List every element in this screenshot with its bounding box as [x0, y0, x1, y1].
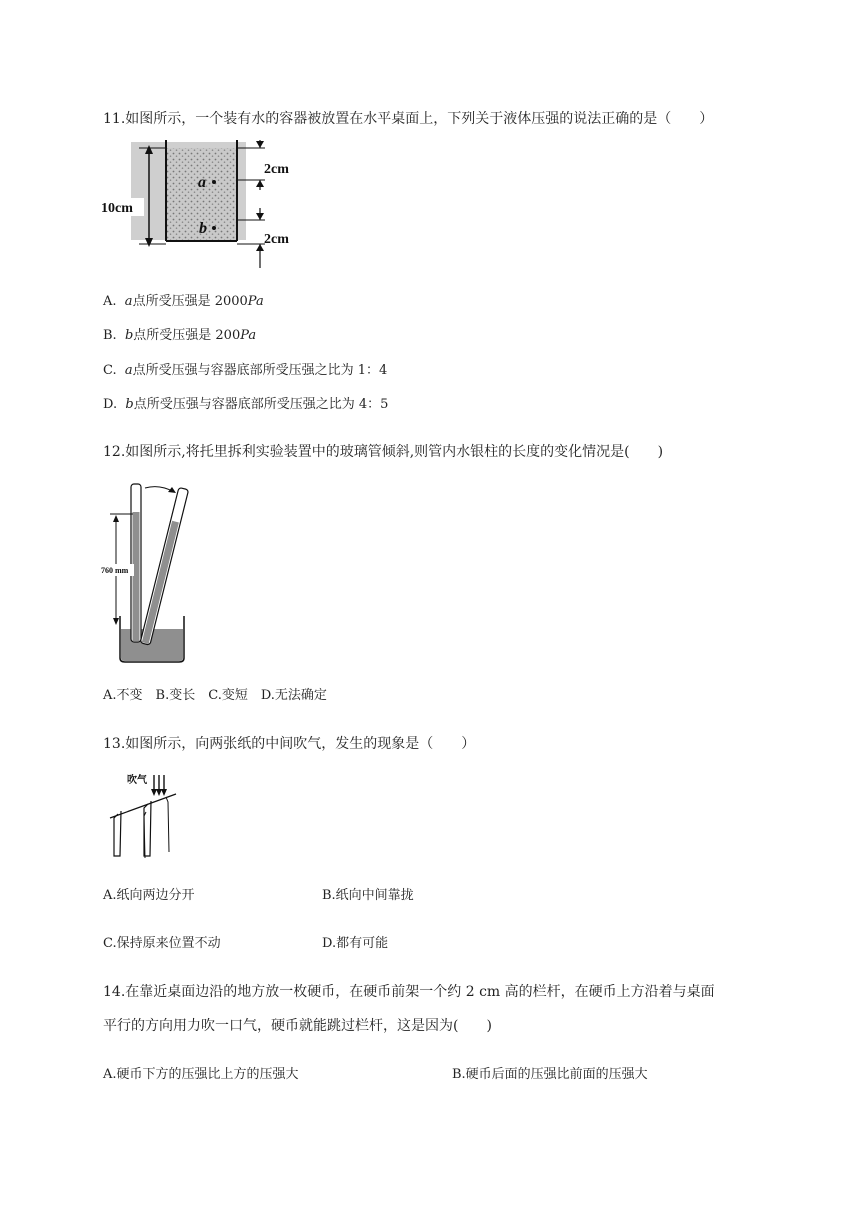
q14-option-a: A.硬币下方的压强比上方的压强大 — [103, 1067, 299, 1082]
point-a-dot — [212, 180, 216, 184]
point-b-label: b — [199, 220, 207, 237]
q12-options: A.不变 B.变长 C.变短 D.无法确定 — [103, 688, 327, 703]
q13-option-b: B.纸向中间靠拢 — [322, 888, 414, 903]
q13-stem: 13.如图所示，向两张纸的中间吹气，发生的现象是（ ） — [103, 736, 476, 752]
q13-option-c: C.保持原来位置不动 — [103, 936, 221, 951]
q13-paper-figure — [106, 772, 186, 866]
q13-option-d: D.都有可能 — [322, 936, 389, 951]
q11-option-b: B. b点所受压强是 200Pa — [103, 328, 257, 343]
q14-stem-line1: 14.在靠近桌面边沿的地方放一枚硬币，在硬币前架一个约 2 cm 高的栏杆，在硬币上方沿着与桌面 — [103, 984, 715, 1000]
height-760-label: 760 mm — [101, 566, 129, 575]
blow-label: 吹气 — [127, 775, 147, 786]
q14-option-b: B.硬币后面的压强比前面的压强大 — [452, 1067, 648, 1082]
q11-option-a: A. a点所受压强是 2000Pa — [103, 294, 264, 309]
q14-stem-line2: 平行的方向用力吹一口气，硬币就能跳过栏杆，这是因为( ) — [103, 1018, 492, 1034]
point-b-dot — [212, 226, 216, 230]
point-a-label: a — [198, 174, 206, 191]
q12-torricelli-figure — [100, 478, 200, 668]
height-label: 10cm — [101, 201, 133, 216]
top-depth-label: 2cm — [264, 162, 289, 177]
q11-option-c: C. a点所受压强与容器底部所受压强之比为 1：4 — [103, 363, 388, 378]
q11-stem: 11.如图所示，一个装有水的容器被放置在水平桌面上，下列关于液体压强的说法正确的是（ ） — [103, 111, 714, 127]
q11-container-figure — [100, 140, 310, 276]
q12-stem: 12.如图所示,将托里拆利实验装置中的玻璃管倾斜,则管内水银柱的长度的变化情况是( ) — [103, 444, 664, 460]
q11-option-d: D. b点所受压强与容器底部所受压强之比为 4：5 — [103, 397, 389, 412]
q13-option-a: A.纸向两边分开 — [103, 888, 195, 903]
bottom-height-label: 2cm — [264, 232, 289, 247]
